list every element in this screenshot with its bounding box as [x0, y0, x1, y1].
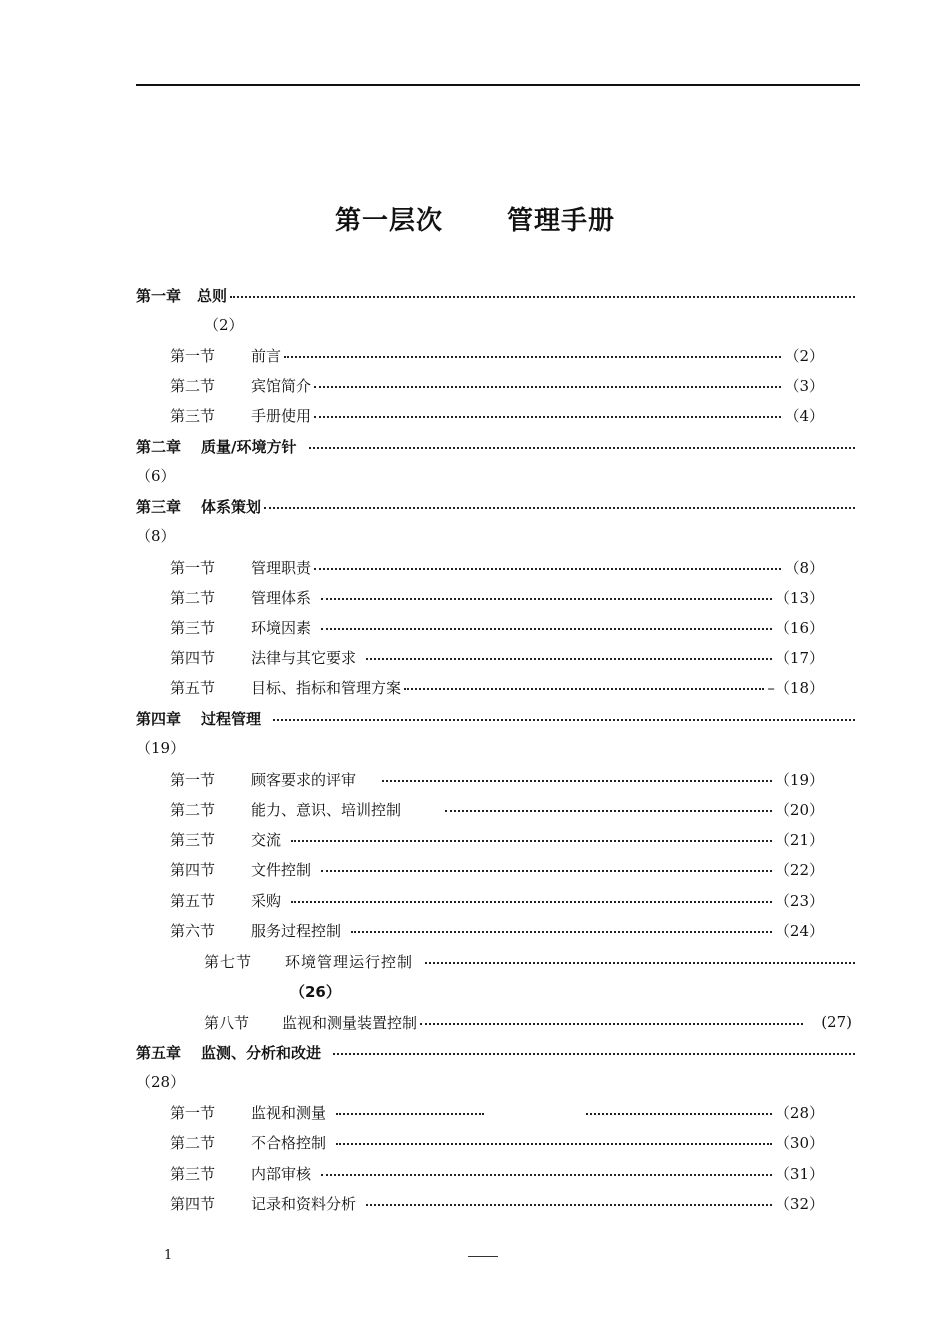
section-label: 第三节 — [170, 406, 216, 425]
section-page-number: （32） — [774, 1194, 824, 1213]
toc-section[interactable] — [170, 888, 824, 912]
section-title: 监视和测量装置控制 — [282, 1013, 418, 1032]
dot-leader — [314, 555, 781, 579]
dot-leader — [309, 434, 856, 458]
dot-leader — [351, 918, 772, 942]
section-title: 目标、指标和管理方案 — [251, 678, 402, 697]
section-label: 第七节 — [204, 952, 253, 971]
section-page-number: （30） — [774, 1133, 824, 1152]
chapter-label: 第二章 — [136, 437, 182, 456]
section-page-number: （24） — [774, 921, 824, 940]
section-page-number: （13） — [774, 588, 824, 607]
section-label: 第六节 — [170, 921, 216, 940]
section-label: 第二节 — [170, 800, 216, 819]
section-label: 第一节 — [170, 558, 216, 577]
section-title: 记录和资料分析 — [251, 1194, 357, 1213]
section-title: 采购 — [251, 891, 282, 910]
dot-leader — [314, 403, 781, 427]
dot-leader — [273, 706, 855, 730]
dot-leader — [425, 949, 855, 973]
section-title: 服务过程控制 — [251, 921, 342, 940]
toc-section[interactable] — [170, 1191, 824, 1215]
section-page-number: （19） — [774, 770, 824, 789]
dot-leader — [366, 1191, 772, 1215]
dot-leader — [336, 1130, 772, 1154]
toc-chapter-4[interactable] — [136, 706, 858, 730]
section-title: 前言 — [251, 346, 282, 365]
chapter-title: 监测、分析和改进 — [201, 1043, 322, 1062]
dot-leader — [264, 494, 855, 518]
dot-leader — [420, 1010, 803, 1034]
section-title: 环境管理运行控制 — [285, 952, 414, 971]
toc-chapter-5[interactable] — [136, 1040, 858, 1064]
dot-leader — [321, 857, 772, 881]
section-label: 第一节 — [170, 346, 216, 365]
section-page-number: (27) — [821, 1013, 852, 1031]
section-title: 文件控制 — [251, 860, 312, 879]
dot-leader — [321, 615, 772, 639]
dot-leader — [321, 585, 772, 609]
section-page-number: （23） — [774, 891, 824, 910]
dot-leader — [230, 283, 855, 307]
section-page-number: （3） — [784, 376, 824, 395]
chapter-label: 第四章 — [136, 709, 182, 728]
section-title: 管理体系 — [251, 588, 312, 607]
dot-leader — [291, 888, 772, 912]
toc-section[interactable] — [170, 1161, 824, 1185]
section-page-number: （26） — [290, 983, 341, 1001]
section-page-number: （21） — [774, 830, 824, 849]
section-title: 交流 — [251, 830, 282, 849]
section-label: 第四节 — [170, 648, 216, 667]
chapter-title: 总则 — [197, 286, 228, 305]
toc-section[interactable] — [170, 797, 824, 821]
dot-leader — [366, 645, 772, 669]
dot-leader — [284, 343, 781, 367]
toc-chapter-2[interactable] — [136, 434, 858, 458]
toc-section[interactable] — [170, 555, 824, 579]
section-page-number: （28） — [774, 1103, 824, 1122]
section-page-number: （16） — [774, 618, 824, 637]
section-label: 第一节 — [170, 1103, 216, 1122]
toc-section[interactable] — [170, 918, 824, 942]
section-label: 第二节 — [170, 376, 216, 395]
chapter-page-number: （28） — [136, 1073, 186, 1091]
section-label: 第二节 — [170, 1133, 216, 1152]
toc-section[interactable] — [170, 585, 824, 609]
toc-section[interactable] — [170, 1100, 824, 1124]
toc-section[interactable] — [170, 645, 824, 669]
section-title: 宾馆简介 — [251, 376, 312, 395]
toc-section[interactable] — [204, 1010, 852, 1034]
footer-page-number: 1 — [164, 1248, 173, 1263]
section-title: 环境因素 — [251, 618, 312, 637]
toc-section[interactable] — [170, 403, 824, 427]
dot-leader — [314, 373, 781, 397]
section-label: 第四节 — [170, 860, 216, 879]
section-title: 手册使用 — [251, 406, 312, 425]
chapter-page-number: （6） — [136, 467, 176, 485]
header-rule — [136, 84, 860, 86]
section-title: 能力、意识、培训控制 — [251, 800, 402, 819]
chapter-title: 过程管理 — [201, 709, 262, 728]
toc-section[interactable] — [170, 343, 824, 367]
toc-section[interactable] — [170, 373, 824, 397]
section-title: 内部审核 — [251, 1164, 312, 1183]
toc-section[interactable] — [170, 767, 824, 791]
section-page-number: （17） — [774, 648, 824, 667]
chapter-page-number: （19） — [136, 739, 186, 757]
section-page-number: （2） — [784, 346, 824, 365]
section-title: 法律与其它要求 — [251, 648, 357, 667]
chapter-label: 第三章 — [136, 497, 182, 516]
section-label: 第三节 — [170, 830, 216, 849]
chapter-title: 体系策划 — [201, 497, 262, 516]
dot-leader — [291, 827, 772, 851]
section-page-number: （4） — [784, 406, 824, 425]
dot-leader — [321, 1161, 772, 1185]
chapter-page-number: （8） — [136, 527, 176, 545]
toc-section[interactable] — [170, 857, 824, 881]
toc-section[interactable] — [170, 675, 824, 699]
section-title: 不合格控制 — [251, 1133, 327, 1152]
section-page-number: （22） — [774, 860, 824, 879]
section-label: 第五节 — [170, 891, 216, 910]
section-page-number: （31） — [774, 1164, 824, 1183]
dot-leader — [445, 797, 772, 821]
section-page-number: –（18） — [767, 678, 824, 697]
section-label: 第四节 — [170, 1194, 216, 1213]
section-label: 第一节 — [170, 770, 216, 789]
toc-chapter-1[interactable] — [136, 283, 858, 307]
dot-leader — [404, 675, 764, 699]
section-label: 第八节 — [204, 1013, 250, 1032]
section-label: 第五节 — [170, 678, 216, 697]
section-title: 顾客要求的评审 — [251, 770, 357, 789]
footer-rule — [468, 1256, 498, 1257]
toc-section[interactable] — [170, 1130, 824, 1154]
section-page-number: （8） — [784, 558, 824, 577]
chapter-label: 第五章 — [136, 1043, 182, 1062]
toc-chapter-3[interactable] — [136, 494, 858, 518]
chapter-page-number: （2） — [204, 316, 244, 334]
dot-leader — [333, 1040, 855, 1064]
section-page-number: （20） — [774, 800, 824, 819]
toc-section[interactable] — [204, 949, 858, 973]
section-label: 第三节 — [170, 1164, 216, 1183]
chapter-label: 第一章 — [136, 286, 182, 305]
page-title: 第一层次 管理手册 — [334, 206, 616, 236]
section-label: 第三节 — [170, 618, 216, 637]
section-label: 第二节 — [170, 588, 216, 607]
chapter-title: 质量/环境方针 — [201, 437, 297, 456]
dot-leader — [336, 1100, 772, 1124]
section-title: 监视和测量 — [251, 1103, 327, 1122]
toc-section[interactable] — [170, 827, 824, 851]
dot-leader — [382, 767, 772, 791]
section-title: 管理职责 — [251, 558, 312, 577]
toc-section[interactable] — [170, 615, 824, 639]
